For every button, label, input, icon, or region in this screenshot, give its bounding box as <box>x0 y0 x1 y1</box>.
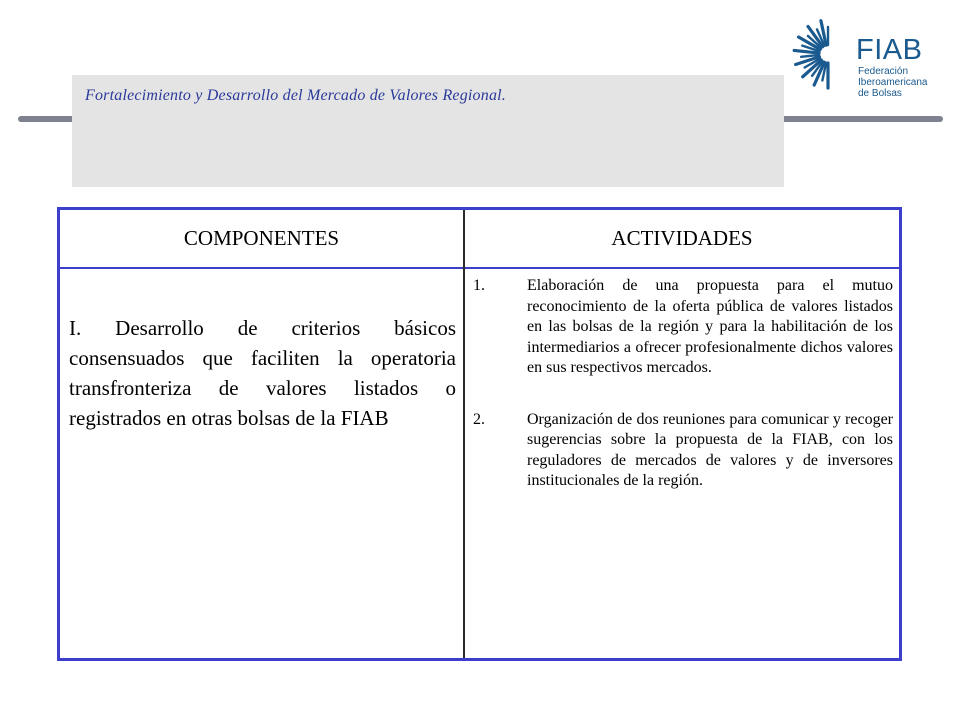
divider-left <box>18 116 78 122</box>
logo-wordmark: FIAB <box>856 34 923 66</box>
title-banner <box>72 75 784 187</box>
activity-item <box>473 276 893 379</box>
fiab-logo <box>788 14 948 104</box>
activity-item <box>473 410 893 492</box>
components-activities-table <box>57 207 902 661</box>
logo-subtitle-line: Federación <box>858 66 909 77</box>
column-header-componentes: COMPONENTES <box>183 226 340 250</box>
activity-text: Elaboración de una propuesta para el mutuo reconocimiento de la oferta pública de valores listados en las bolsas de la región y para la habilitación de los intermediarios a ofrecer profesionalmente dichos valores en sus respectivos mercados. <box>527 277 893 376</box>
column-divider <box>463 210 465 658</box>
page-title: Fortalecimiento y Desarrollo del Mercado de Valores Regional. <box>85 87 507 104</box>
component-description: I. Desarrollo de criterios básicos consensuados que faciliten la operatoria transfronteriza de valores listados o registrados en otras bolsas de la FIAB <box>69 316 456 430</box>
activity-text: Organización de dos reuniones para comunicar y recoger sugerencias sobre la propuesta de la FIAB, con los reguladores de mercados de valores y de inversores institucionales de la región. <box>527 410 893 489</box>
activity-number: 2. <box>473 410 485 428</box>
logo-subtitle <box>858 66 948 99</box>
column-header-actividades: ACTIVIDADES <box>611 226 753 250</box>
activity-number: 1. <box>473 277 485 294</box>
starburst-logo-icon <box>788 14 854 94</box>
logo-subtitle-line: Iberoamericana <box>858 77 928 88</box>
divider-right <box>780 116 943 122</box>
logo-subtitle-line: de Bolsas <box>858 88 902 99</box>
activities-list <box>473 276 893 492</box>
header-divider <box>60 267 899 269</box>
